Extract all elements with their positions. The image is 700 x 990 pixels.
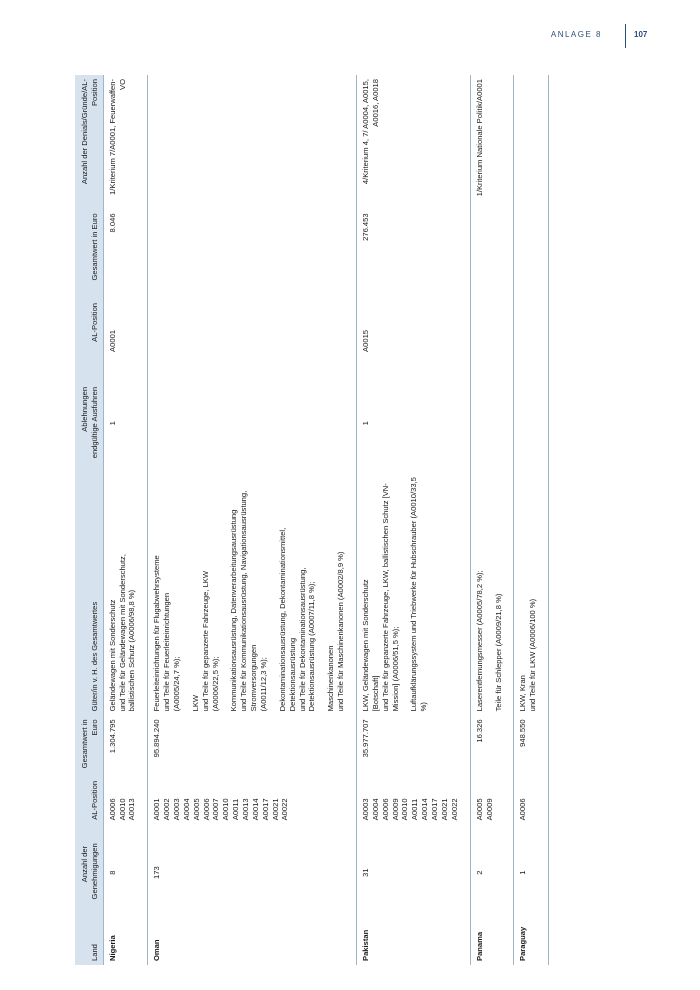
country-cell: Panama <box>470 903 514 965</box>
al-position-code: A0002 <box>162 798 172 821</box>
goods-line: LKW, Kran <box>518 675 528 712</box>
goods-cell <box>470 464 514 716</box>
goods-line: (A0011/12,3 %); <box>259 657 269 712</box>
al-position-code: A0017 <box>430 798 440 821</box>
license-count-cell: 173 <box>148 842 357 904</box>
section-label: ANLAGE 8 <box>550 30 602 39</box>
country-cell: Oman <box>148 903 357 965</box>
al-position-code: A0006 <box>107 798 117 821</box>
country-cell: Paraguay <box>514 903 549 965</box>
goods-group <box>326 468 346 712</box>
denial-al-position-cell <box>470 299 514 383</box>
denial-value-cell <box>148 209 357 299</box>
col-gesamtwert: Gesamtwert in Euro <box>75 715 103 777</box>
goods-line: und Teile für LKW (A0006/100 %) <box>528 598 538 712</box>
al-position-code: A0013 <box>241 798 251 821</box>
goods-line: Dekontaminationsausrüstung, Dekontaminationsmittel, Detektionsausrüstung <box>277 527 297 712</box>
al-position-code: A0011 <box>231 798 241 821</box>
denial-reasons-cell: 4/Kriterium 4, 7/ A0004, A0015, A0016, A0018 <box>357 75 471 209</box>
al-position-code: A0003 <box>172 798 182 821</box>
goods-line: und Teile für Feuerleiteinrichtungen <box>162 592 172 712</box>
al-position-code: A0006 <box>380 798 390 821</box>
table-row <box>514 75 549 965</box>
denial-count-cell <box>148 383 357 464</box>
denial-al-position-cell <box>514 299 549 383</box>
al-position-code: A0006 <box>201 798 211 821</box>
al-position-code: A0010 <box>400 798 410 821</box>
goods-group <box>278 468 317 712</box>
col-al-position: AL-Position <box>75 777 103 842</box>
goods-line: LKW, Geländewagen mit Sonderschutz <box>361 579 371 712</box>
denial-reasons-cell: 1/Kriterium Nationale Politik/A0001 <box>470 75 514 209</box>
al-position-cell <box>357 777 471 842</box>
goods-line: und Teile für Geländewagen mit Sonderschutz, <box>117 554 127 712</box>
al-position-code: A0022 <box>449 798 459 821</box>
table-row <box>103 75 148 965</box>
country-cell: Nigeria <box>103 903 148 965</box>
goods-group <box>152 468 182 712</box>
al-position-code: A0011 <box>410 798 420 821</box>
denial-al-position-cell: A0015 <box>357 299 471 383</box>
al-position-code: A0006 <box>518 798 528 821</box>
goods-line: ballistischen Schutz (A0006/98,8 %) <box>127 589 137 712</box>
al-position-code: A0014 <box>420 798 430 821</box>
denial-al-position-cell: A0001 <box>103 299 148 383</box>
goods-group <box>409 468 429 712</box>
denial-count-cell: 1 <box>357 383 471 464</box>
total-value-cell: 1.304.795 <box>103 715 148 777</box>
al-position-code: A0017 <box>260 798 270 821</box>
goods-group <box>191 468 221 712</box>
license-count-cell: 31 <box>357 842 471 904</box>
al-position-code: A0003 <box>361 798 371 821</box>
header-divider <box>625 24 626 48</box>
goods-line: (A0005/24,7 %); <box>172 656 182 712</box>
license-count-cell: 8 <box>103 842 148 904</box>
goods-line: Luftaufklärungssystem und Triebwerke für Hubschrauber (A0010/33,5 %) <box>409 477 429 712</box>
total-value-cell: 948.550 <box>514 715 549 777</box>
goods-line: und Teile für Dekontaminationsausrüstung, <box>297 567 307 712</box>
denial-al-position-cell <box>148 299 357 383</box>
col-gueter: Güter/in v. H. des Gesamtwertes <box>75 464 103 716</box>
goods-line: und Teile für Kommunikationsausrüstung, Navigationsausrüstung, Stromversorgungen <box>239 490 259 712</box>
denial-reasons-cell: 1/Kriterium 7/A0001, Feuerwaffen-VO <box>103 75 148 209</box>
license-count-cell: 2 <box>470 842 514 904</box>
col-anzahl-genehmigungen: Anzahl der Genehmigungen <box>75 842 103 904</box>
goods-group <box>229 468 268 712</box>
goods-line: und Teile für Maschinenkanonen (A0002/8,9 %) <box>336 551 346 712</box>
al-position-code: A0022 <box>280 798 290 821</box>
goods-cell <box>357 464 471 716</box>
denial-reasons-cell <box>148 75 357 209</box>
al-position-cell <box>514 777 549 842</box>
goods-line: Maschinenkanonen <box>326 645 336 712</box>
goods-cell <box>514 464 549 716</box>
al-position-code: A0005 <box>191 798 201 821</box>
col-ablehnungen: Ablehnungen endgültige Ausfuhren <box>75 383 103 464</box>
table-row <box>357 75 471 965</box>
col-denials: Anzahl der Denials/Gründe/AL-Position <box>75 75 103 209</box>
page-number: 107 <box>634 30 648 39</box>
denial-count-cell: 1 <box>103 383 148 464</box>
goods-group <box>494 468 504 712</box>
table-body <box>103 75 548 965</box>
al-position-code: A0013 <box>127 798 137 821</box>
license-count-cell: 1 <box>514 842 549 904</box>
col-al-position-2: AL-Position <box>75 299 103 383</box>
table-header <box>75 75 103 965</box>
goods-cell <box>148 464 357 716</box>
goods-line: und Teile für gepanzerte Fahrzeuge, LKW, ballistischen Schutz [VN-Mission] (A0006/51,5 %); <box>380 483 400 712</box>
al-position-cell <box>148 777 357 842</box>
al-position-code: A0005 <box>474 798 484 821</box>
denial-value-cell <box>514 209 549 299</box>
goods-line: [Botschaft] <box>370 675 380 712</box>
goods-line: Laserentfernungsmesser (A0005/78,2 %); <box>474 570 484 712</box>
al-position-code: A0010 <box>221 798 231 821</box>
table-row <box>470 75 514 965</box>
goods-line: (A0006/22,5 %); <box>210 656 220 712</box>
al-position-code: A0009 <box>484 798 494 821</box>
denial-count-cell <box>514 383 549 464</box>
denial-value-cell <box>470 209 514 299</box>
rotated-table-container <box>75 75 570 965</box>
country-cell: Pakistan <box>357 903 471 965</box>
al-position-code: A0014 <box>250 798 260 821</box>
denial-count-cell <box>470 383 514 464</box>
al-position-cell <box>103 777 148 842</box>
al-position-code: A0009 <box>390 798 400 821</box>
denial-value-cell: 8.046 <box>103 209 148 299</box>
al-position-cell <box>470 777 514 842</box>
al-position-code: A0001 <box>152 798 162 821</box>
table-row <box>148 75 357 965</box>
goods-line: Kommunikationsausrüstung, Datenverarbeitungsausrüstung <box>229 509 239 712</box>
goods-line: und Teile für gepanzerte Fahrzeuge, LKW <box>200 570 210 712</box>
goods-group <box>518 468 538 712</box>
goods-line: Detektionsausrüstung (A0007/11,8 %); <box>307 581 317 712</box>
denial-value-cell: 276.453 <box>357 209 471 299</box>
denial-reasons-cell <box>514 75 549 209</box>
goods-group <box>475 468 485 712</box>
al-position-code: A0007 <box>211 798 221 821</box>
goods-cell <box>103 464 148 716</box>
al-position-code: A0021 <box>439 798 449 821</box>
goods-line: Geländewagen mit Sonderschutz <box>107 599 117 712</box>
al-position-code: A0004 <box>370 798 380 821</box>
al-position-code: A0004 <box>181 798 191 821</box>
goods-line: Teile für Schlepper (A0009/21,8 %) <box>493 593 503 712</box>
total-value-cell: 95.894.240 <box>148 715 357 777</box>
goods-group <box>108 468 138 712</box>
al-position-code: A0021 <box>270 798 280 821</box>
goods-line: LKW <box>190 694 200 712</box>
export-table <box>75 75 549 965</box>
goods-line: Feuerleiteinrichtungen für Flugabwehrsysteme <box>152 555 162 712</box>
al-position-code: A0010 <box>117 798 127 821</box>
col-gesamtwert-2: Gesamtwert in Euro <box>75 209 103 299</box>
goods-group <box>361 468 400 712</box>
total-value-cell: 16.326 <box>470 715 514 777</box>
total-value-cell: 35.977.707 <box>357 715 471 777</box>
col-land: Land <box>75 903 103 965</box>
